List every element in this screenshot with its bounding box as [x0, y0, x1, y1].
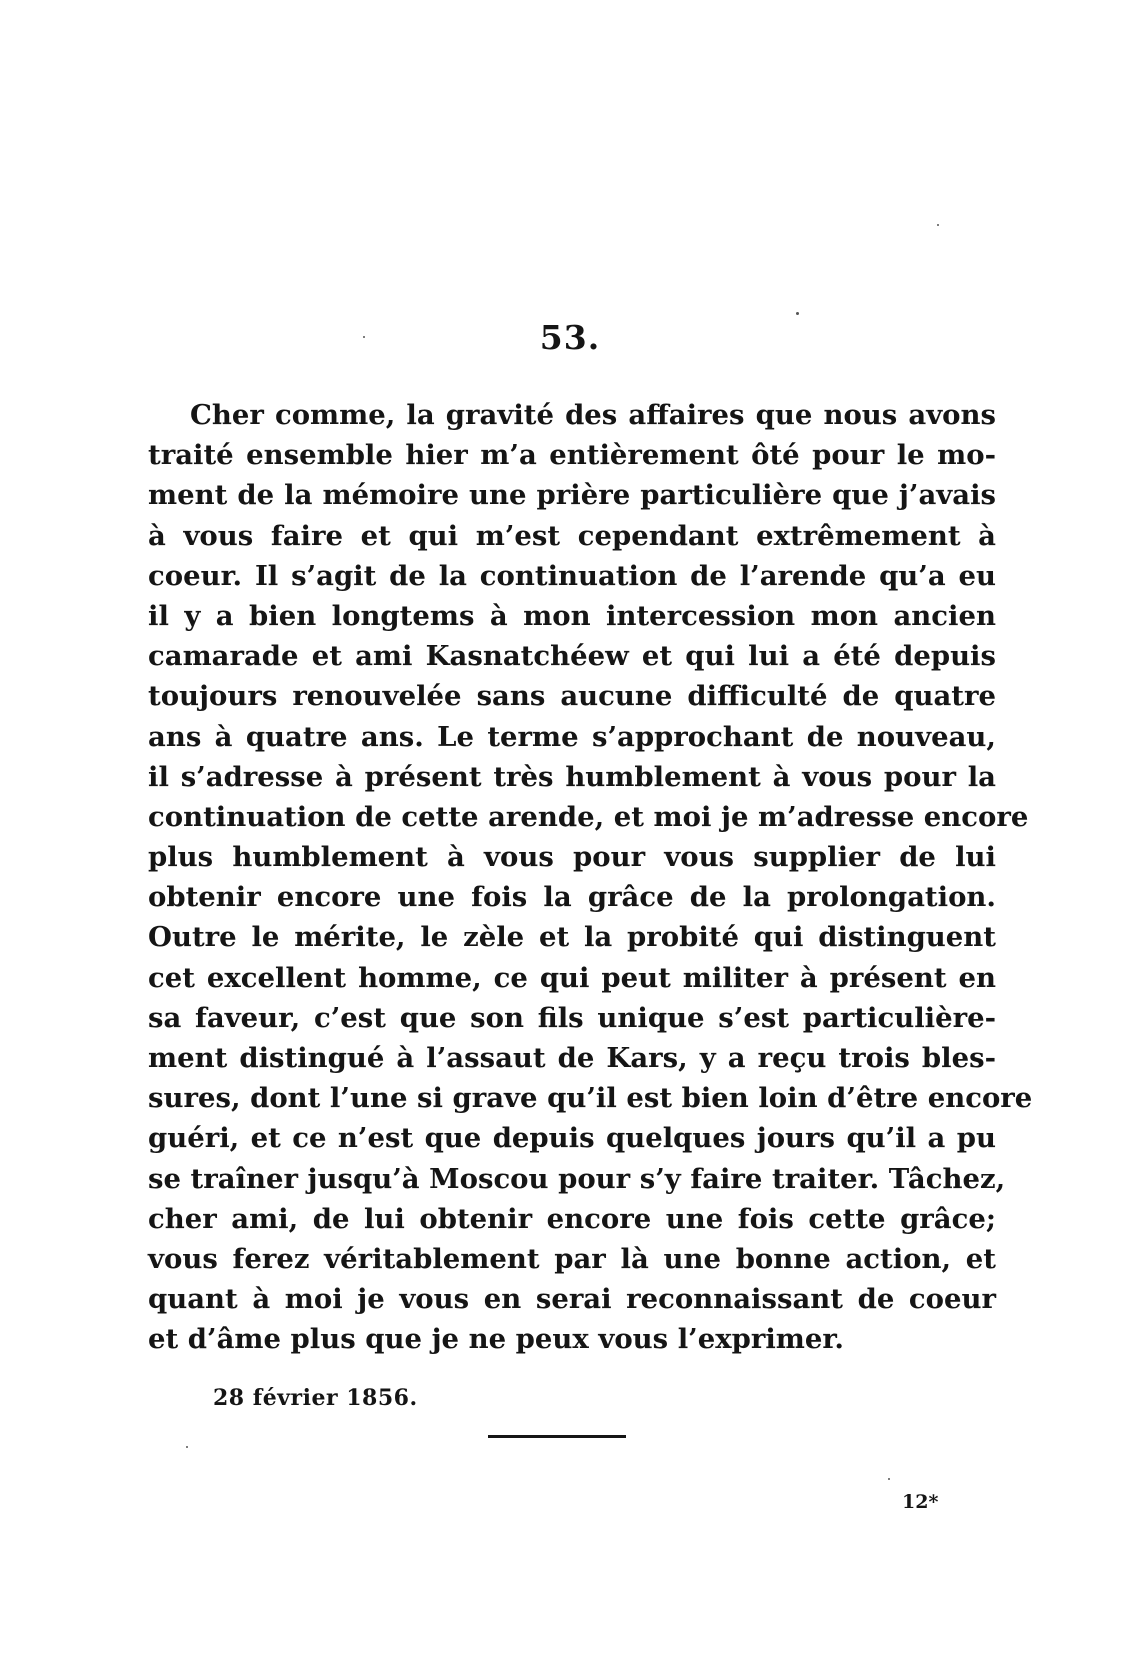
scan-speck [937, 224, 939, 226]
letter-date: 28 février 1856. [213, 1385, 418, 1411]
scan-speck [363, 336, 365, 338]
signature-mark: 12* [902, 1491, 939, 1513]
text-line: guéri, et ce n’est que depuis quelques jours qu’il a pu [148, 1122, 996, 1155]
text-line: et d’âme plus que je ne peux vous l’exprimer. [148, 1323, 844, 1356]
text-line: vous ferez véritablement par là une bonne action, et [148, 1242, 996, 1275]
text-line: se traîner jusqu’à Moscou pour s’y faire traiter. Tâchez, [148, 1162, 1006, 1195]
text-line: ans à quatre ans. Le terme s’approchant de nouveau, [148, 720, 996, 753]
letter-body [148, 395, 1033, 1360]
section-divider [488, 1435, 626, 1438]
text-line: toujours renouvelée sans aucune difficulté de quatre [148, 680, 996, 713]
text-line: continuation de cette arende, et moi je m’adresse encore [148, 800, 1029, 833]
letter-number: 53. [539, 318, 601, 357]
text-line: coeur. Il s’agit de la continuation de l’arende qu’a eu [148, 559, 996, 592]
text-line: cet excellent homme, ce qui peut militer à présent en [148, 961, 996, 994]
text-line: camarade et ami Kasnatchéew et qui lui a été depuis [148, 640, 996, 673]
text-line: ment de la mémoire une prière particulière que j’avais [148, 479, 996, 512]
text-line: il y a bien longtems à mon intercession mon ancien [148, 599, 996, 632]
text-line: cher ami, de lui obtenir encore une fois cette grâce; [148, 1202, 996, 1235]
text-line: sures, dont l’une si grave qu’il est bien loin d’être encore [148, 1082, 1033, 1115]
text-line: obtenir encore une fois la grâce de la prolongation. [148, 881, 996, 914]
scan-speck [888, 1478, 890, 1480]
text-line: Outre le mérite, le zèle et la probité qui distinguent [148, 921, 996, 954]
text-line: Cher comme, la gravité des affaires que nous avons [190, 399, 996, 431]
text-line: plus humblement à vous pour vous supplier de lui [148, 841, 996, 874]
text-line: traité ensemble hier m’a entièrement ôté pour le mo- [148, 439, 996, 472]
scan-speck [186, 1446, 188, 1448]
text-line: quant à moi je vous en serai reconnaissant de coeur [148, 1283, 996, 1316]
text-line: à vous faire et qui m’est cependant extrêmement à [148, 519, 996, 552]
text-line: il s’adresse à présent très humblement à vous pour la [148, 760, 996, 793]
scan-speck [796, 312, 799, 315]
text-line: sa faveur, c’est que son fils unique s’est particulière- [148, 1001, 996, 1034]
text-line: ment distingué à l’assaut de Kars, y a reçu trois bles- [148, 1042, 996, 1074]
